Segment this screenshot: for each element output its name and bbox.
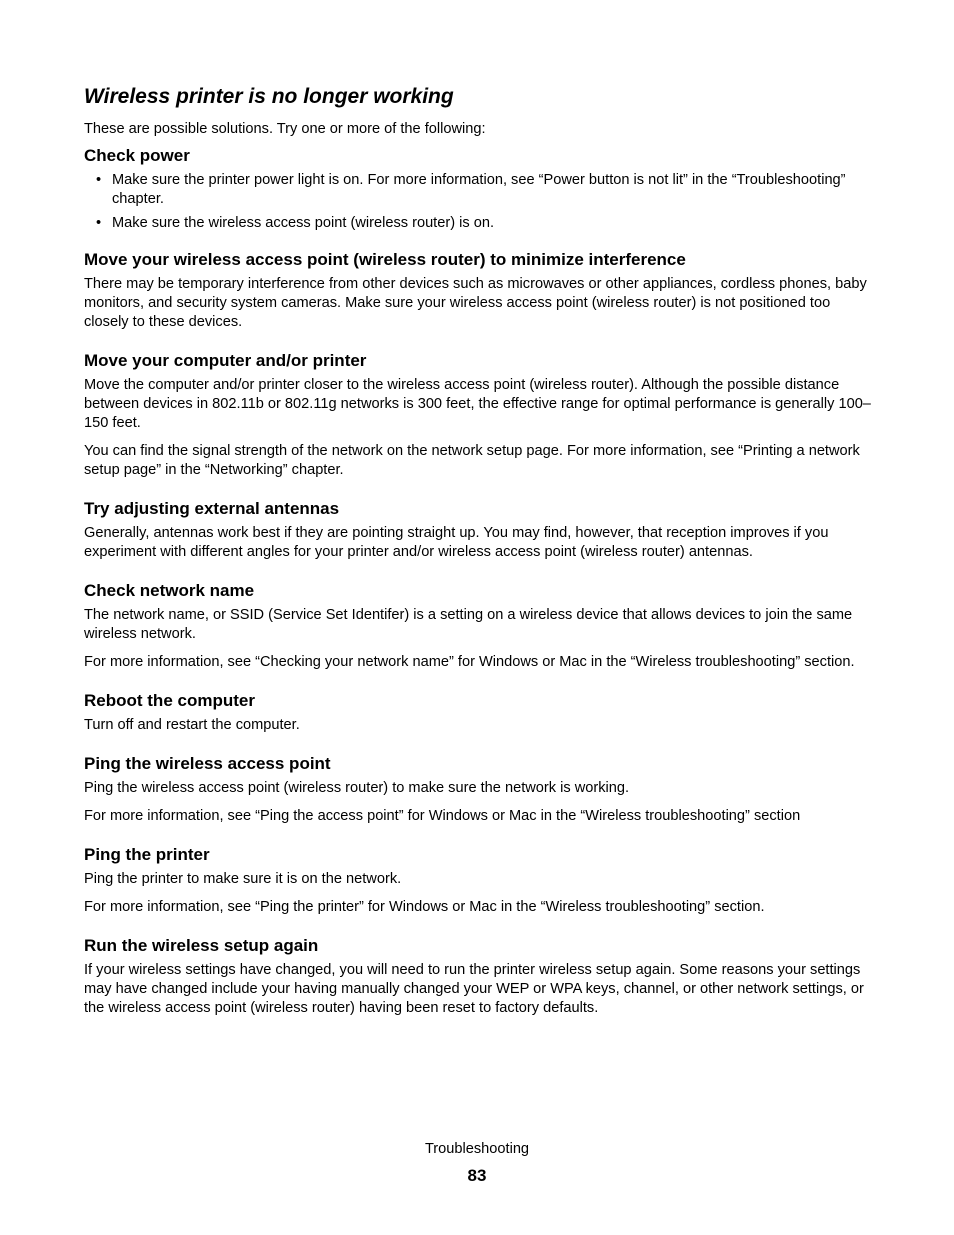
section-heading: Ping the printer (84, 845, 210, 864)
section-reboot (84, 690, 874, 735)
page-title: Wireless printer is no longer working (84, 85, 454, 108)
list-item (84, 171, 874, 209)
paragraph: For more information, see “Ping the access point” for Windows or Mac in the “Wireless troubleshooting” section (84, 808, 801, 824)
paragraph: For more information, see “Checking your network name” for Windows or Mac in the “Wireless troubleshooting” section. (84, 654, 855, 670)
section-heading: Move your computer and/or printer (84, 351, 367, 370)
list-item-text: Make sure the wireless access point (wireless router) is on. (112, 215, 495, 231)
footer-section-name: Troubleshooting (424, 1141, 530, 1157)
section-heading: Reboot the computer (84, 691, 255, 710)
paragraph: Turn off and restart the computer. (84, 717, 300, 733)
list-item (84, 214, 874, 233)
section-ping-access-point (84, 753, 874, 826)
intro-text: These are possible solutions. Try one or more of the following: (84, 121, 486, 137)
paragraph: The network name, or SSID (Service Set Identifer) is a setting on a wireless device that allows devices to join the same wireless network. (84, 607, 853, 642)
paragraph: For more information, see “Ping the printer” for Windows or Mac in the “Wireless troubleshooting” section. (84, 899, 765, 915)
bullet-list (84, 171, 874, 233)
section-move-access-point (84, 249, 874, 332)
section-heading: Run the wireless setup again (84, 936, 319, 955)
bullet-icon: • (96, 172, 102, 188)
bullet-icon: • (96, 215, 102, 231)
section-heading: Move your wireless access point (wireless router) to minimize interference (84, 250, 686, 269)
section-move-computer (84, 350, 874, 480)
paragraph: You can find the signal strength of the network on the network setup page. For more information, see “Printing a network setup page” in the “Networking” chapter. (84, 443, 860, 478)
paragraph: Move the computer and/or printer closer to the wireless access point (wireless router). Although the possible distance between devices in 802.11b or 802.11g networks is 300 feet, the effective range for optimal performance is generally 100–150 feet. (84, 377, 871, 431)
paragraph: If your wireless settings have changed, you will need to run the printer wireless setup again. Some reasons your settings may have changed include your having manually changed your WEP or WPA keys, channel, or other network settings, or the wireless access point (wireless router) having been reset to factory defaults. (84, 962, 864, 1016)
section-heading: Try adjusting external antennas (84, 499, 340, 518)
document-page (84, 82, 874, 1036)
page-number: 83 (467, 1166, 487, 1185)
paragraph: Ping the wireless access point (wireless router) to make sure the network is working. (84, 780, 630, 796)
paragraph: There may be temporary interference from other devices such as microwaves or other appliances, cordless phones, baby monitors, and security system cameras. Make sure your wireless access point (wireless router) is not positioned too closely to these devices. (84, 276, 867, 330)
section-heading: Ping the wireless access point (84, 754, 331, 773)
paragraph: Generally, antennas work best if they are pointing straight up. You may find, however, that reception improves if you experiment with different angles for your printer and/or wireless access point (wireless router) antennas. (84, 525, 829, 560)
section-antennas (84, 498, 874, 562)
section-heading: Check power (84, 146, 190, 165)
section-rerun-setup (84, 935, 874, 1018)
list-item-text: Make sure the printer power light is on. For more information, see “Power button is not lit” in the “Troubleshooting” chapter. (112, 172, 846, 207)
section-ping-printer (84, 844, 874, 917)
paragraph: Ping the printer to make sure it is on the network. (84, 871, 402, 887)
section-check-power (84, 145, 874, 233)
section-network-name (84, 580, 874, 672)
section-heading: Check network name (84, 581, 255, 600)
page-footer (0, 1139, 954, 1188)
